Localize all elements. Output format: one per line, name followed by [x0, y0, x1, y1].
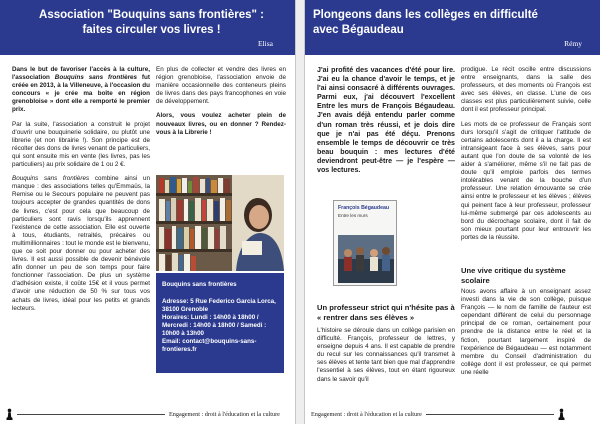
left-author: Elisa — [258, 39, 273, 48]
right-col2-paragraph-2: Les mots de ce professeur de Français sont durs lorsqu'il s'agit de critiquer l'attitude de certains adolescents dont il a la charge. Il est intransigeant face à ses élèves, sans pour autant que l'on doute de sa volonté de les aider à s'améliorer, même s'il ne fait pas de doute qu'il emploie parfois des termes intolérables venant de la bouche d'un professeur. Une relation émouvante se crée ainsi entre le professeur et les élèves ; élèves qui peinent face à leur professeur, professeur lui-même submergé par ces adolescents au bord du décrochage scolaire, dont il fait de son mieux pourtant pour leur entrouvrir les portes de la réussite. — [461, 120, 591, 241]
left-article-title: Association "Bouquins sans frontières" : faites circuler vos livres ! — [39, 9, 264, 36]
right-col2-paragraph-3: Nous avons affaire à un enseignant assez investi dans la vie de son collège, puisque François — le nom de famille de l'auteur est cependant différent de celui du personnage principal de ce roman, certainement pour prendre de la distance entre le réel et la fiction, pourtant largement inspiré de l'expérience de Bégaudeau — est notamment membre du Conseil d'administration du collège dont il est professeur, ce qui permet une réelle — [461, 288, 591, 376]
footer-rule-right — [426, 414, 554, 415]
footer-rule — [17, 414, 165, 415]
right-footer — [311, 408, 594, 420]
bookshelf-photo — [156, 175, 284, 271]
association-info-box — [156, 273, 284, 373]
right-section-title-1: Un professeur strict qui n'hésite pas à « rentrer dans ses élèves » — [317, 303, 455, 322]
right-page — [304, 0, 600, 424]
cover-author: François Bégaudeau — [338, 205, 390, 211]
left-paragraph-3: Bouquins sans frontières combine ainsi un manque : des associations telles qu'Emmaüs, la Remise ou le Secours populaire ne peuvent pas toujours accepter de grandes quantités de dons de livres, c'est pour cela que beaucoup de particuliers sont ravis lorsqu'ils apprennent l'existence de cette association. Elle est ouverte à tous, étudiants, retraités, précaires ou multimillionnaires : tout le monde est le bienvenu, que ce soit pour donner ou pour acheter des livres. Il est aussi possible de devenir bénévole afin donner un peu de son temps pour faire fonctionner l'association. De plus un système d'adhésion existe, il coûte 15€ et il vous permet d'avoir une réduction de 50 % sur tous vos achats de livres, idéal pour les petits et grands lecteurs. — [12, 175, 150, 312]
chess-pawn-icon — [558, 408, 565, 420]
info-email[interactable]: Email: contact@bouquins-sans-frontieres.fr — [162, 338, 257, 353]
info-box-title: Bouquins sans frontières — [162, 281, 237, 288]
page-gutter — [296, 0, 304, 424]
right-column-2 — [461, 66, 591, 248]
right-col2-paragraph-1: prodigue. Le récit oscille entre discussions entre enseignants, dans la salle des professeurs, et des moments où François est avec ses élèves, en classe. L'une de ces classes est plus particulièrement suivie, celle dont il est professeur principal. — [461, 66, 591, 114]
cover-subtitle: Entre les murs — [338, 213, 368, 218]
right-intro: J'ai profité des vacances d'été pour lire. J'ai eu la chance d'avoir le temps, et je l'ai ainsi consacré à différents ouvrages. Parmi eux, j'ai découvert l'excellent Entre les murs de François Bégaudeau. J'en avais déjà entendu parler comme d'un roman très réussi, et je dois dire que je n'ai pas été déçu. Prenons ensemble le temps de découvrir ce très beau bouquin : mes lectures d'été deviendront peut-être — je l'espère — vos lectures. — [317, 66, 455, 175]
right-title-banner — [305, 0, 600, 55]
right-section-title-2: Une vive critique du système scolaire — [461, 266, 566, 285]
right-author: Rémy — [564, 39, 582, 48]
right-footer-text: Engagement : droit à l'éducation et la culture — [311, 410, 422, 418]
left-column-1 — [12, 66, 150, 319]
left-paragraph-2: Par la suite, l'association a construit le projet d'ouvrir une bouquinerie solidaire, ou plutôt une librerie (et non librairie !). Son principe est de récolter des dons de livres venant de particuliers, qui sont ensuite mis en vente (les livres, pas les particuliers) au prix solidaire de 1 ou 2 €. — [12, 120, 150, 169]
right-article-title: Plongeons dans les collèges en difficulté avec Bégaudeau — [313, 9, 538, 36]
left-column-2 — [156, 66, 286, 143]
left-title-banner — [0, 0, 295, 55]
left-page — [0, 0, 296, 424]
info-hours: Horaires: Lundi : 14h00 à 18h00 / Mercredi : 14h00 à 18h00 / Samedi : 10h00 à 13h00 — [162, 314, 267, 337]
left-paragraph-1: Dans le but de favoriser l'accès à la culture, l'association Bouquins sans frontières fut créée en 2013, à la Villeneuve, à l'occasion du concours « je crée ma boîte en région grenobloise » dont elle a remporté le premier prix. — [12, 66, 150, 114]
right-col1-paragraph: L'histoire se déroule dans un collège parisien en difficulté. François, professeur de lettres, y enseigne depuis 4 ans. Il est capable de prendre du recul sur les connaissances qu'il transmet à ses élèves et tente tant bien que mal d'apprendre l'essentiel à ses élèves, tout en étant rigoureux dans le savoir qu'il — [317, 327, 455, 383]
left-col2-paragraph-2: Alors, vous voulez acheter plein de nouveaux livres, ou en donner ? Rendez-vous à la Librerie ! — [156, 112, 286, 136]
info-address: Adresse: 5 Rue Federico Garcia Lorca, 38100 Grenoble — [162, 298, 276, 313]
left-footer-text: Engagement : droit à l'éducation et la culture — [169, 410, 280, 418]
left-col2-paragraph-1: En plus de collecter et vendre des livres en région grenobloise, l'association envoie de manière occasionnelle des conteneurs pleins de livres dans des pays francophones en voie de développement. — [156, 66, 286, 106]
book-cover-image — [333, 200, 397, 286]
chess-pawn-icon — [6, 408, 13, 420]
left-footer — [6, 408, 289, 420]
